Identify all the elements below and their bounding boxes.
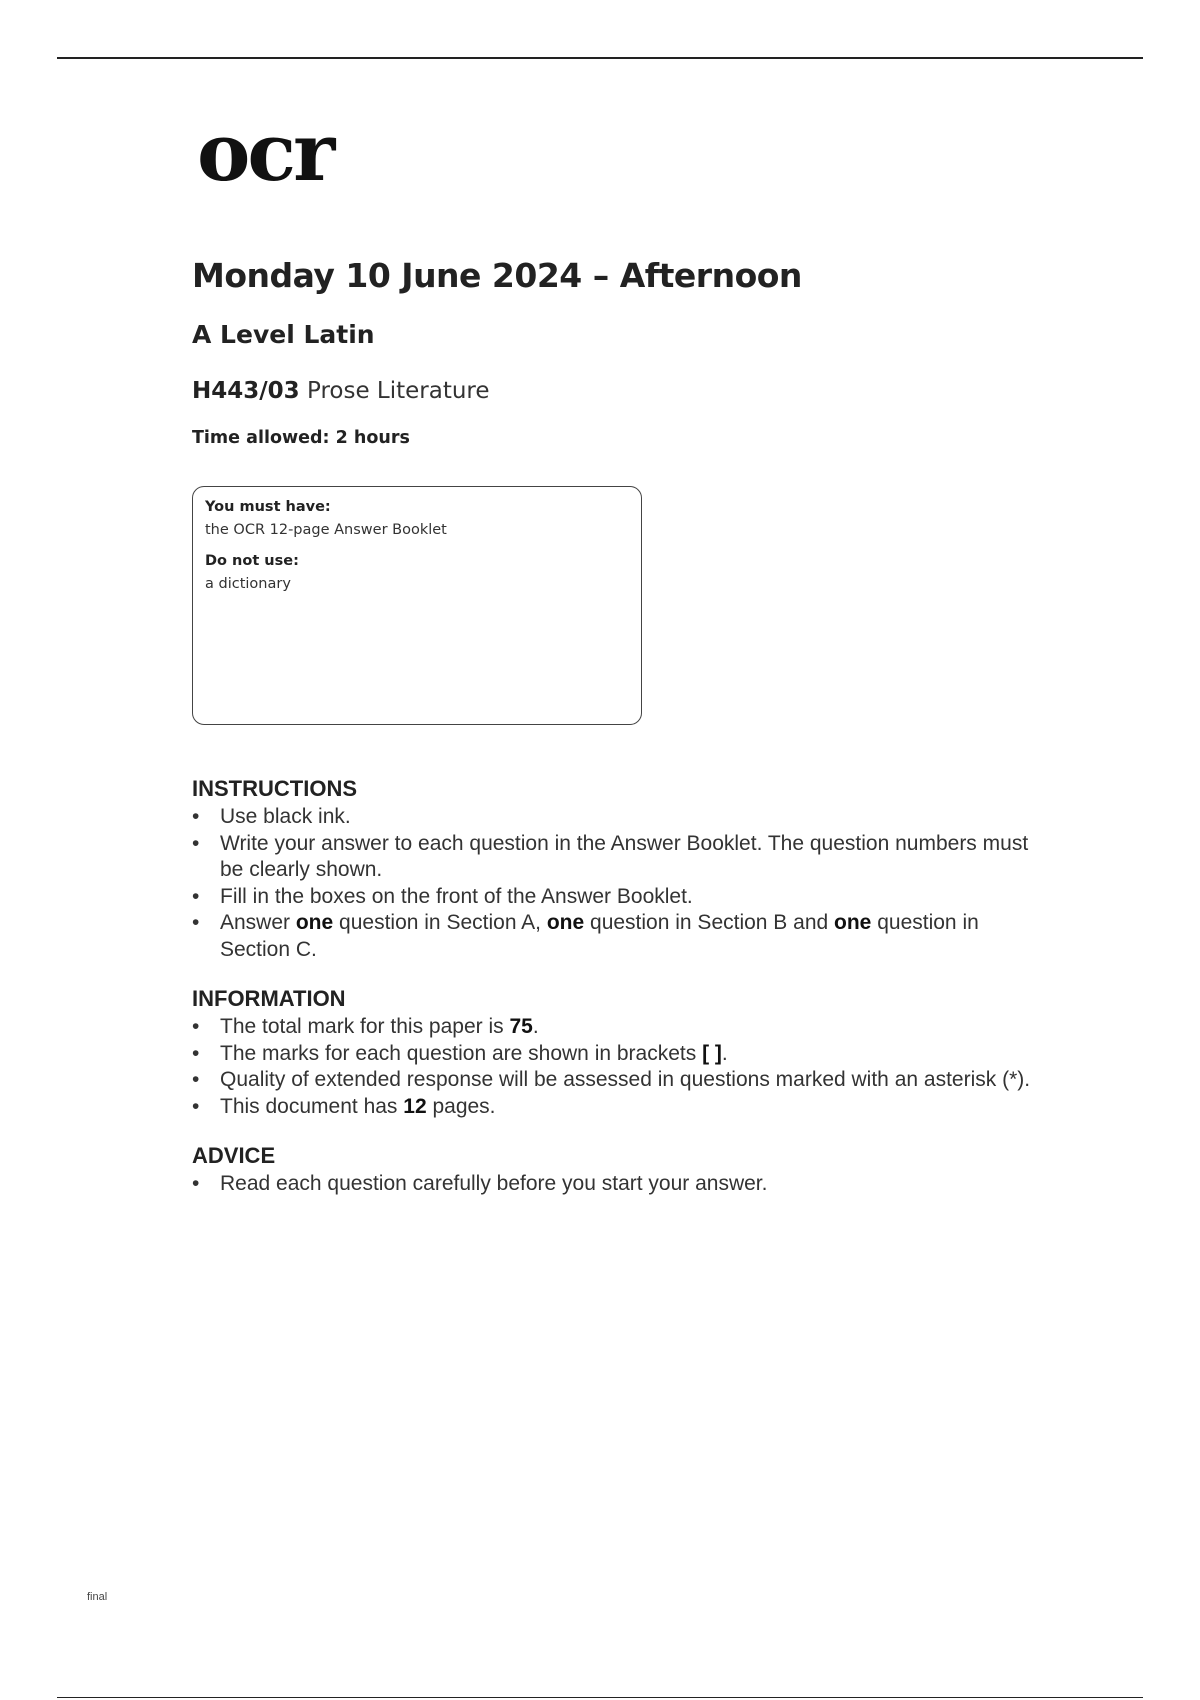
qualification-title: A Level Latin bbox=[192, 320, 375, 349]
total-mark: 75 bbox=[509, 1015, 533, 1038]
bullet-icon: • bbox=[192, 1068, 200, 1091]
instruction-text: question in Section A, bbox=[333, 911, 547, 934]
advice-text: Read each question carefully before you start your answer. bbox=[220, 1172, 768, 1195]
paper-code: H443/03 bbox=[192, 378, 300, 404]
advice-section bbox=[192, 1143, 1052, 1198]
bullet-icon: • bbox=[192, 911, 200, 934]
information-text: . bbox=[721, 1041, 728, 1065]
document-status: final bbox=[87, 1591, 108, 1603]
bullet-icon: • bbox=[192, 1015, 200, 1038]
ocr-logo: ocr bbox=[197, 105, 333, 199]
list-item bbox=[192, 804, 1052, 831]
instruction-text: Fill in the boxes on the front of the Answer Booklet. bbox=[220, 884, 693, 908]
instruction-text: question in Section B and bbox=[584, 911, 835, 934]
brackets-symbol: [ ] bbox=[702, 1041, 722, 1065]
emphasis: one bbox=[834, 911, 872, 934]
paper-name: Prose Literature bbox=[306, 378, 490, 404]
emphasis: one bbox=[546, 911, 585, 934]
emphasis: one bbox=[295, 911, 334, 934]
advice-list bbox=[192, 1171, 1052, 1198]
instruction-text: question in Section C. bbox=[220, 911, 979, 961]
advice-heading: ADVICE bbox=[192, 1143, 276, 1168]
instructions-list bbox=[192, 804, 1052, 963]
page-count: 12 bbox=[403, 1094, 427, 1118]
do-not-use-value: a dictionary bbox=[205, 576, 291, 592]
exam-date-title: Monday 10 June 2024 – Afternoon bbox=[192, 256, 802, 295]
list-item bbox=[192, 1171, 1052, 1198]
information-section bbox=[192, 986, 1092, 1120]
list-item bbox=[192, 831, 1052, 884]
list-item bbox=[192, 910, 1052, 963]
information-text: The total mark for this paper is bbox=[220, 1015, 510, 1038]
bullet-icon: • bbox=[192, 831, 200, 855]
must-have-label: You must have: bbox=[205, 499, 331, 515]
top-rule bbox=[57, 57, 1143, 59]
paper-line bbox=[192, 378, 490, 404]
bottom-rule bbox=[57, 1697, 1143, 1698]
equipment-box bbox=[192, 486, 642, 725]
time-allowed: Time allowed: 2 hours bbox=[192, 428, 410, 448]
bullet-icon: • bbox=[192, 805, 200, 828]
information-text: pages. bbox=[426, 1094, 496, 1118]
bullet-icon: • bbox=[192, 1094, 200, 1118]
instruction-text: Answer bbox=[220, 911, 296, 934]
bullet-icon: • bbox=[192, 1172, 200, 1195]
information-heading: INFORMATION bbox=[192, 986, 346, 1011]
bullet-icon: • bbox=[192, 884, 200, 908]
list-item bbox=[192, 1041, 1092, 1068]
list-item bbox=[192, 1014, 1092, 1041]
must-have-value: the OCR 12-page Answer Booklet bbox=[205, 522, 447, 538]
instructions-heading: INSTRUCTIONS bbox=[192, 776, 357, 801]
instruction-text: Write your answer to each question in the Answer Booklet. The question numbers must be clearly shown. bbox=[220, 831, 1029, 881]
instructions-section bbox=[192, 776, 1052, 963]
information-text: The marks for each question are shown in brackets bbox=[220, 1041, 703, 1065]
information-list bbox=[192, 1014, 1092, 1120]
information-text: Quality of extended response will be assessed in questions marked with an asterisk (*). bbox=[220, 1068, 1031, 1091]
information-text: . bbox=[532, 1015, 539, 1038]
list-item bbox=[192, 884, 1052, 911]
bullet-icon: • bbox=[192, 1041, 200, 1065]
information-text: This document has bbox=[220, 1094, 404, 1118]
do-not-use-label: Do not use: bbox=[205, 553, 299, 569]
list-item bbox=[192, 1067, 1092, 1094]
list-item bbox=[192, 1094, 1092, 1121]
instruction-text: Use black ink. bbox=[220, 805, 351, 828]
